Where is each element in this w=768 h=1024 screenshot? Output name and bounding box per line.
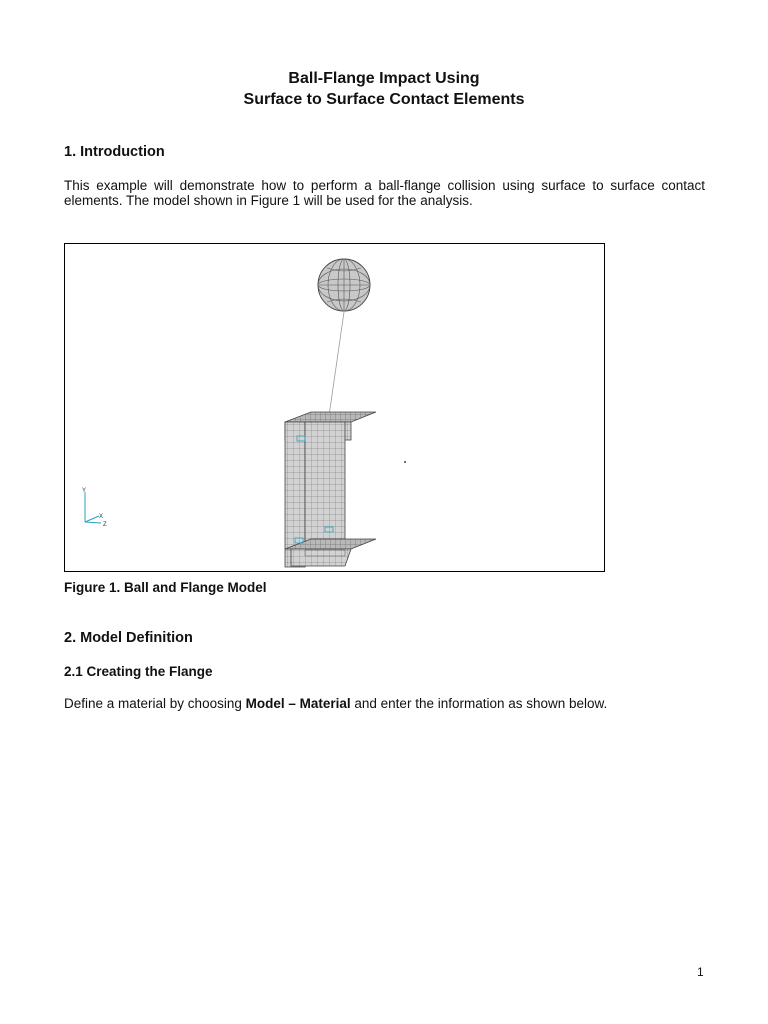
ball-mesh (318, 259, 370, 311)
axis-z-label: Z (103, 522, 107, 528)
introduction-line-1: This example will demonstrate how to perform a ball-flange collision using surface to surface contact (64, 178, 705, 193)
model-render (65, 244, 604, 571)
document-title-line2: Surface to Surface Contact Elements (243, 91, 525, 108)
axis-y-label: Y (82, 488, 87, 494)
tether-line (329, 312, 344, 416)
axis-x-label: X (99, 514, 104, 520)
page-number: 1 (697, 965, 704, 979)
menu-path-model-material: Model – Material (245, 696, 351, 711)
introduction-paragraph (64, 178, 705, 208)
paragraph-prefix: Define a material by choosing (64, 696, 246, 711)
model-definition-paragraph (64, 696, 705, 711)
paragraph-suffix: and enter the information as shown below. (350, 696, 608, 711)
section-heading-model-definition: 2. Model Definition (64, 630, 193, 646)
figure-ball-flange-model (64, 243, 605, 572)
document-title-line1: Ball-Flange Impact Using (288, 70, 480, 87)
section-heading-introduction: 1. Introduction (64, 144, 165, 160)
axis-triad (82, 488, 107, 528)
figure-caption: Figure 1. Ball and Flange Model (64, 580, 267, 595)
flange-mesh (285, 412, 376, 567)
subsection-heading-creating-flange: 2.1 Creating the Flange (64, 664, 213, 679)
introduction-line-2: elements. The model shown in Figure 1 will be used for the analysis. (64, 193, 473, 208)
reference-dot (404, 461, 406, 463)
